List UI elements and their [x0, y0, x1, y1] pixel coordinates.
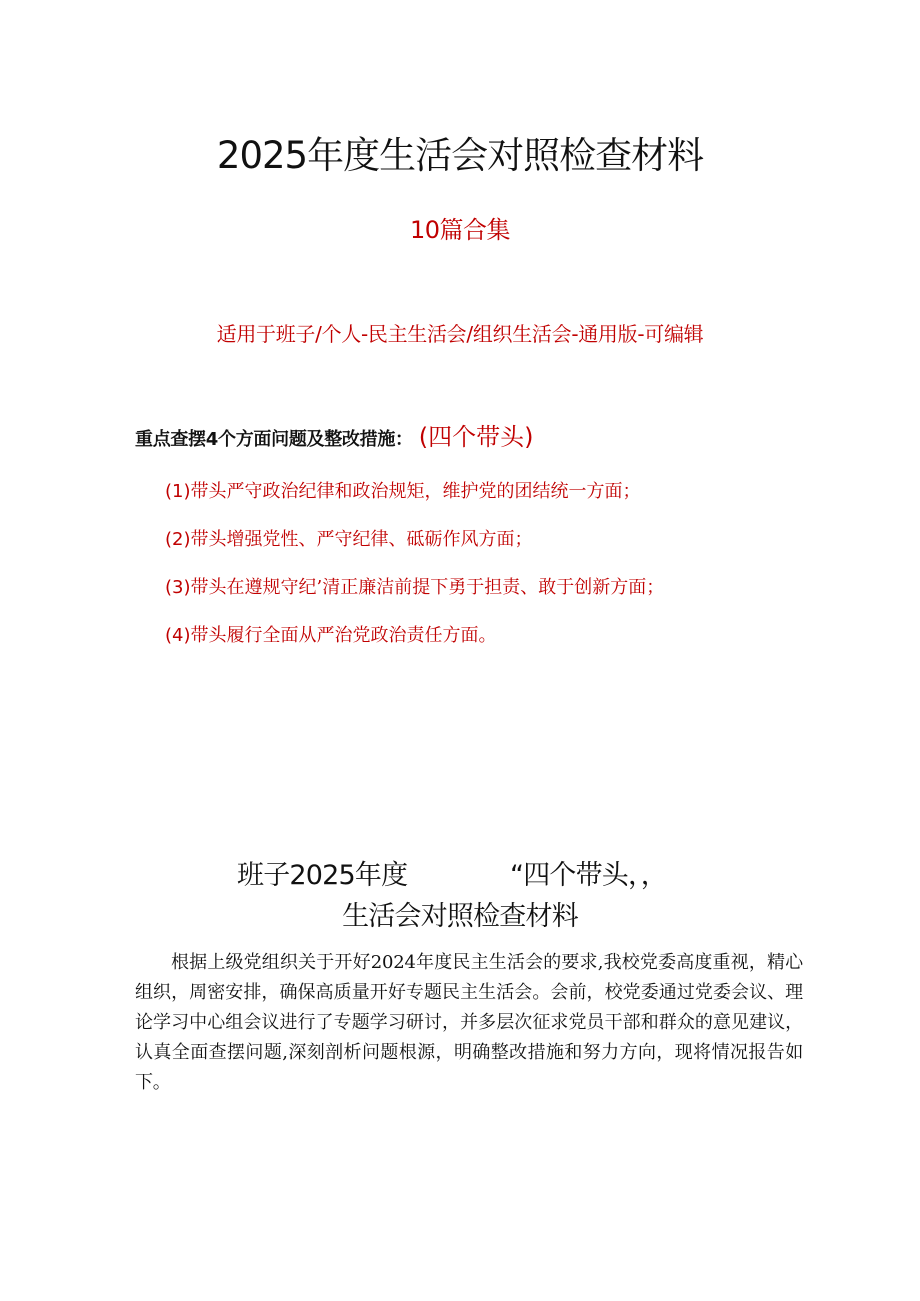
list-item — [165, 478, 785, 526]
item-number: (4) — [165, 625, 191, 646]
item-number: (2) — [165, 529, 191, 550]
focus-tag: (四个带头) — [418, 423, 534, 451]
scope-line: 适用于班子/个人-民主生活会/组织生活会-通用版-可编辑 — [216, 322, 704, 346]
item-text: 带头在遵规守纪’清正廉洁前提下勇于担责、敢于创新方面； — [190, 577, 665, 598]
focus-heading — [135, 420, 835, 457]
section-title-part-a: 班子2025年度 — [237, 860, 408, 891]
item-text: 带头严守政治纪律和政治规矩，维护党的团结统一方面； — [190, 481, 641, 502]
item-text: 带头履行全面从严治党政治责任方面。 — [190, 625, 497, 646]
list-item — [165, 526, 785, 574]
body-paragraph: 根据上级党组织关于开好2024年度民主生活会的要求,我校党委高度重视，精心组织，周密安排，确保高质量开好专题民主生活会。会前，校党委通过党委会议、理论学习中心组会议进行了专题学习研讨，并多层次征求党员干部和群众的意见建议，认真全面查摆问题,深刻剖析问题根源，明确整改措施和努力方向，现将情况报告如下。 — [135, 952, 803, 1093]
item-number: (3) — [165, 577, 191, 598]
item-text: 带头增强党性、严守纪律、砥砺作风方面； — [190, 529, 533, 550]
list-item — [165, 574, 785, 622]
document-subtitle: 10篇合集 — [409, 216, 511, 244]
document-title: 2025年度生活会对照检查材料 — [216, 134, 704, 177]
focus-label: 重点查摆4个方面问题及整改措施： — [135, 429, 413, 450]
list-item — [165, 622, 785, 670]
section-title-line-2: 生活会对照检查材料 — [342, 901, 578, 932]
item-number: (1) — [165, 481, 191, 502]
section-title-part-b: “四个带头，， — [510, 860, 667, 891]
focus-items-list — [165, 478, 785, 670]
